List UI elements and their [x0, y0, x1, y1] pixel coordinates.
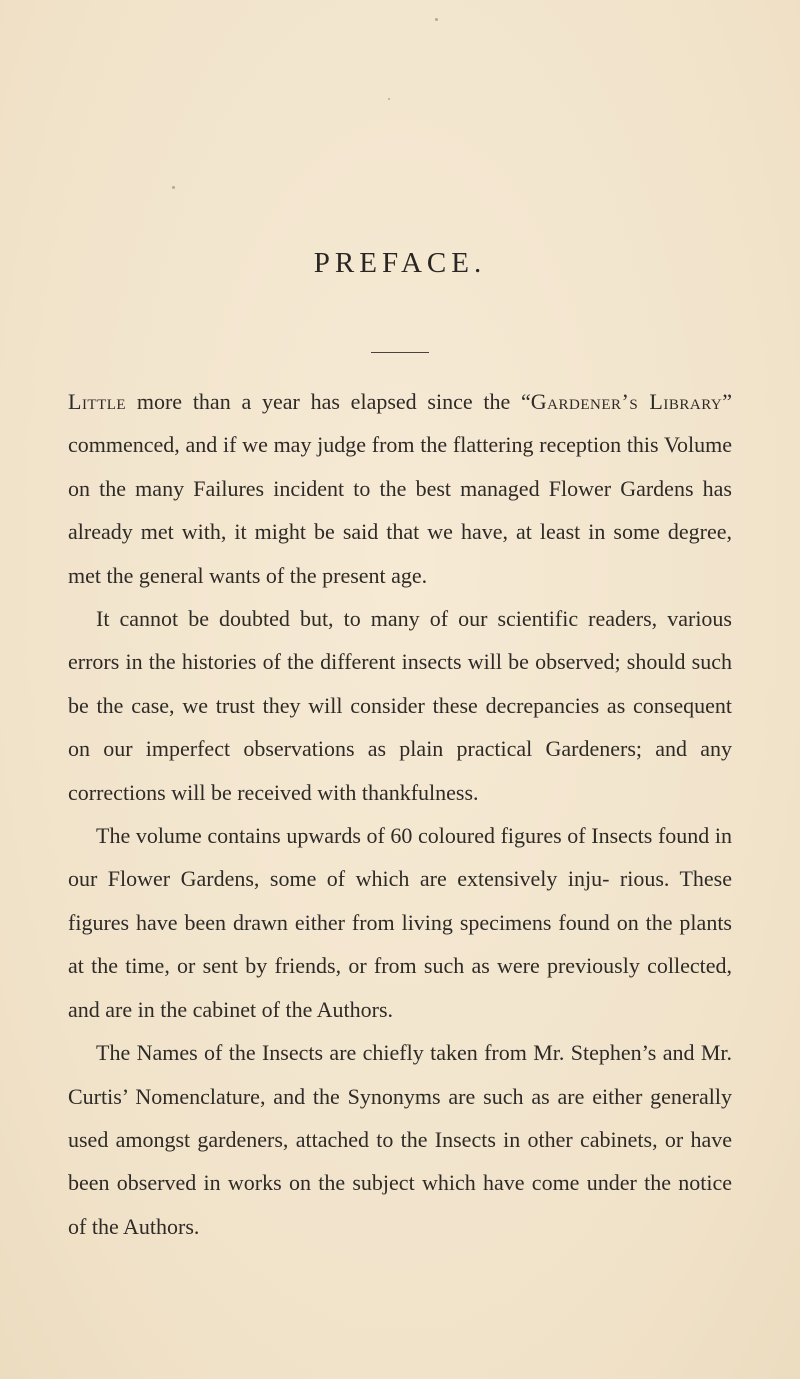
- paragraph-1-text-1: more than a year has elapsed since the “: [126, 389, 531, 414]
- page-title: PREFACE.: [313, 247, 487, 279]
- paragraph-1-lead: Little: [68, 389, 127, 414]
- preface-body: [68, 380, 732, 1248]
- series-name: Gardener’s Library: [530, 389, 723, 414]
- paragraph-2: It cannot be doubted but, to many of our scientific readers, various errors in the histories of the different insects will be observed; should such be the case, we trust they will consider these decrepancies as consequent on our imperfect observations as plain practical Gardeners; and any corrections will be received with thankfulness.: [68, 606, 732, 805]
- paper-speck: [388, 98, 390, 100]
- paragraph-1-text-2: ” commenced, and if we may judge from the flattering reception this Volume on the many Failures incident to the best managed Flower Gardens has already met with, it might be said that we have, at least in some degree, met the general wants of the present age.: [68, 389, 732, 588]
- paper-speck: [435, 18, 438, 21]
- title-divider: [371, 352, 429, 353]
- paragraph-4: The Names of the Insects are chiefly taken from Mr. Stephen’s and Mr. Curtis’ Nomenclature, and the Synonyms are such as are either generally used amongst gardeners, attached to the Insects in other cabinets, or have been observed in works on the subject which have come under the notice of the Authors.: [68, 1040, 732, 1239]
- paper-speck: [172, 186, 175, 189]
- paragraph-1: [68, 380, 732, 597]
- paragraph-3: The volume contains upwards of 60 coloured figures of Insects found in our Flower Gardens, some of which are extensively inju- rious. These figures have been drawn either from living specimens found on the plants at the time, or sent by friends, or from such as were previously collected, and are in the cabinet of the Authors.: [68, 823, 732, 1022]
